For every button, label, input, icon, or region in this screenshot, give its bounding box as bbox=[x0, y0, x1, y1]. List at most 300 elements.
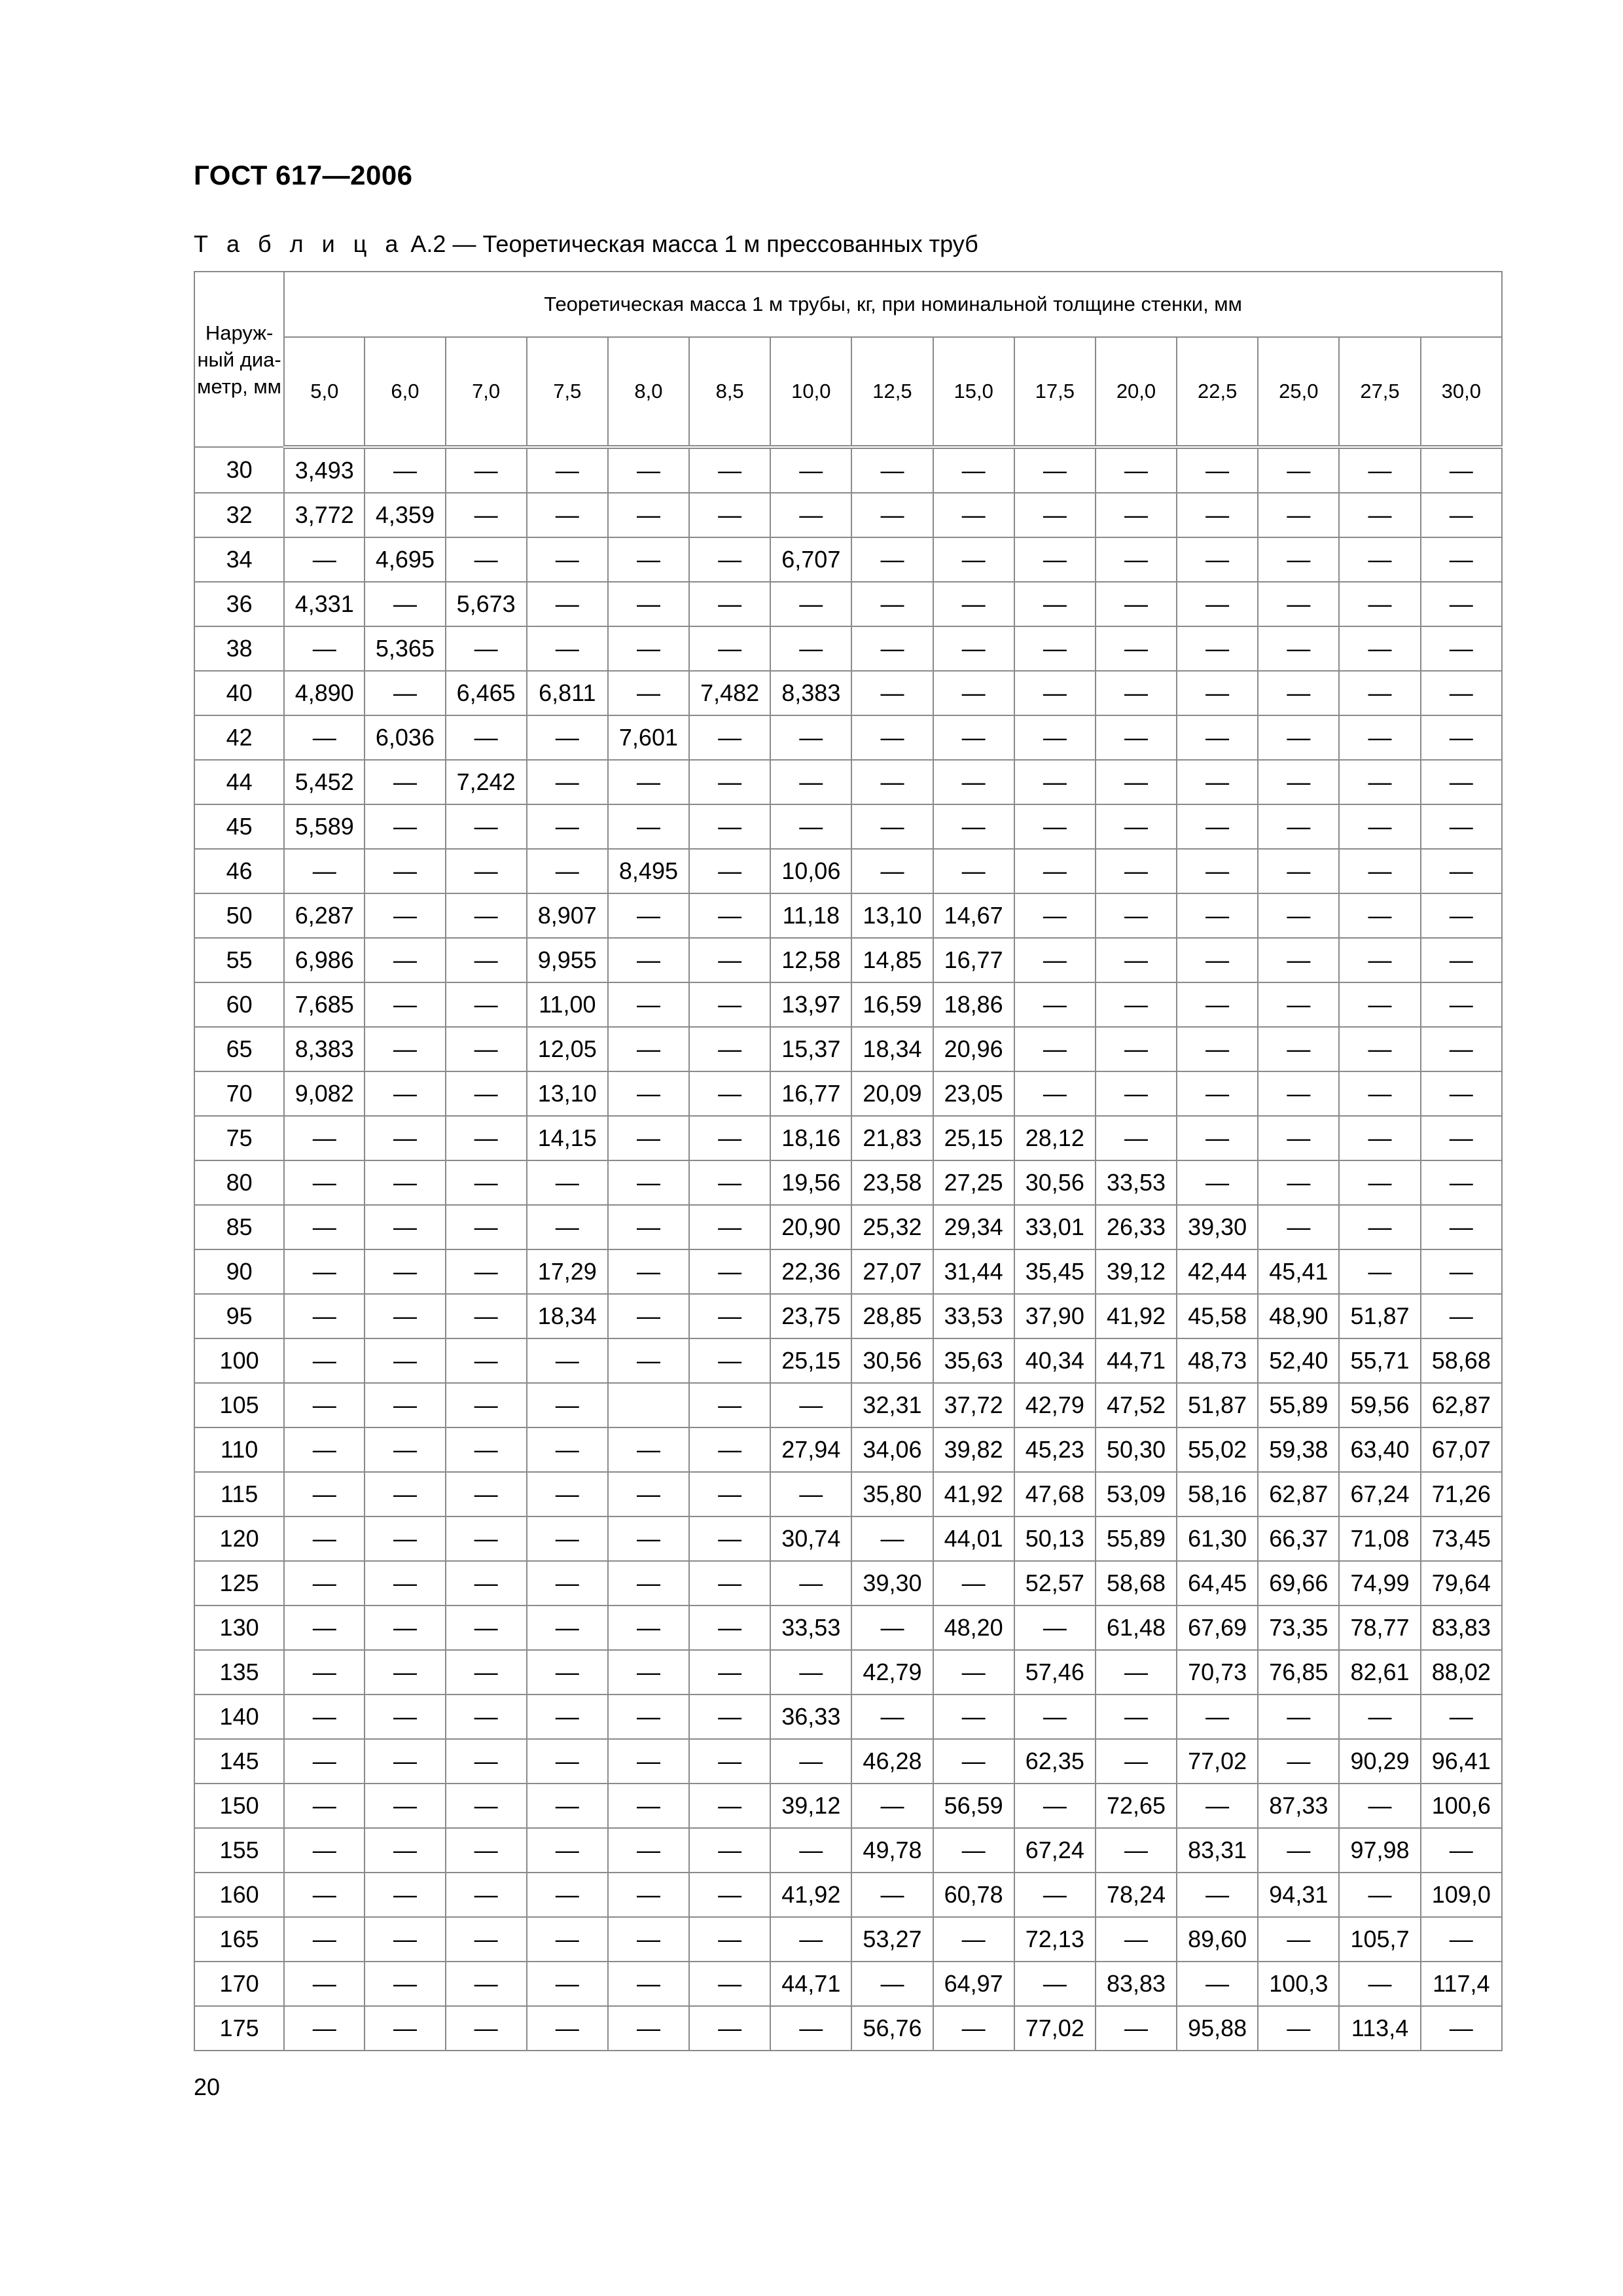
mass-cell: — bbox=[770, 1917, 851, 1962]
mass-cell: — bbox=[608, 1116, 689, 1160]
mass-cell: — bbox=[446, 1561, 527, 1605]
mass-cell: 52,57 bbox=[1014, 1561, 1096, 1605]
mass-cell: — bbox=[1339, 982, 1420, 1027]
mass-cell: — bbox=[1339, 1071, 1420, 1116]
mass-cell: 59,38 bbox=[1258, 1427, 1339, 1472]
mass-cell: 13,97 bbox=[770, 982, 851, 1027]
wall-thickness-header: 8,5 bbox=[689, 337, 770, 447]
outer-diameter-cell: 50 bbox=[194, 893, 284, 938]
mass-cell: — bbox=[1421, 671, 1502, 715]
mass-cell: — bbox=[770, 493, 851, 537]
mass-cell: — bbox=[608, 893, 689, 938]
mass-cell: — bbox=[527, 626, 608, 671]
mass-cell: — bbox=[1177, 760, 1258, 804]
mass-cell: — bbox=[1014, 447, 1096, 493]
mass-cell: — bbox=[933, 849, 1014, 893]
table-row bbox=[194, 1071, 1502, 1116]
mass-cell: — bbox=[446, 982, 527, 1027]
mass-cell: — bbox=[284, 1383, 365, 1427]
mass-cell: — bbox=[770, 1650, 851, 1695]
mass-cell: — bbox=[527, 1338, 608, 1383]
mass-cell: 25,15 bbox=[933, 1116, 1014, 1160]
mass-cell: — bbox=[284, 1695, 365, 1739]
mass-cell: — bbox=[770, 582, 851, 626]
mass-cell: — bbox=[1339, 1695, 1420, 1739]
mass-cell: 67,24 bbox=[1014, 1828, 1096, 1873]
mass-cell: — bbox=[446, 493, 527, 537]
table-row bbox=[194, 938, 1502, 982]
outer-diameter-cell: 155 bbox=[194, 1828, 284, 1873]
mass-cell: 87,33 bbox=[1258, 1784, 1339, 1828]
mass-cell: — bbox=[1421, 1695, 1502, 1739]
outer-diameter-cell: 65 bbox=[194, 1027, 284, 1071]
mass-cell: — bbox=[1258, 760, 1339, 804]
mass-cell: 37,90 bbox=[1014, 1294, 1096, 1338]
mass-cell: — bbox=[527, 1383, 608, 1427]
mass-cell: 12,58 bbox=[770, 938, 851, 982]
mass-cell: 16,77 bbox=[933, 938, 1014, 982]
table-row bbox=[194, 804, 1502, 849]
mass-cell: — bbox=[1258, 804, 1339, 849]
mass-cell: — bbox=[1421, 1027, 1502, 1071]
mass-cell: 7,685 bbox=[284, 982, 365, 1027]
mass-cell: — bbox=[365, 1383, 445, 1427]
outer-diameter-cell: 160 bbox=[194, 1873, 284, 1917]
mass-cell: — bbox=[1014, 1605, 1096, 1650]
mass-cell: — bbox=[1096, 1650, 1177, 1695]
mass-cell: — bbox=[608, 1917, 689, 1962]
mass-cell: 67,07 bbox=[1421, 1427, 1502, 1472]
mass-cell: 82,61 bbox=[1339, 1650, 1420, 1695]
wall-thickness-header: 12,5 bbox=[851, 337, 933, 447]
mass-cell: — bbox=[284, 1427, 365, 1472]
mass-cell: — bbox=[1177, 1784, 1258, 1828]
mass-cell: 55,02 bbox=[1177, 1427, 1258, 1472]
wall-thickness-header: 27,5 bbox=[1339, 337, 1420, 447]
wall-thickness-header: 8,0 bbox=[608, 337, 689, 447]
mass-cell: — bbox=[284, 537, 365, 582]
mass-cell: 100,6 bbox=[1421, 1784, 1502, 1828]
mass-cell: 18,34 bbox=[851, 1027, 933, 1071]
mass-cell: — bbox=[365, 1605, 445, 1650]
mass-cell: — bbox=[1421, 626, 1502, 671]
mass-cell: — bbox=[1258, 1739, 1339, 1784]
mass-cell: — bbox=[1421, 447, 1502, 493]
mass-cell: — bbox=[1421, 849, 1502, 893]
mass-cell: — bbox=[446, 1071, 527, 1116]
mass-cell: — bbox=[689, 1917, 770, 1962]
mass-cell: — bbox=[1014, 1962, 1096, 2006]
mass-cell: 11,18 bbox=[770, 893, 851, 938]
mass-cell: 33,01 bbox=[1014, 1205, 1096, 1249]
mass-cell: 39,30 bbox=[851, 1561, 933, 1605]
mass-cell: 74,99 bbox=[1339, 1561, 1420, 1605]
mass-cell: 41,92 bbox=[1096, 1294, 1177, 1338]
mass-cell: — bbox=[770, 626, 851, 671]
mass-cell: — bbox=[446, 1472, 527, 1516]
mass-cell: — bbox=[689, 1205, 770, 1249]
mass-cell: — bbox=[1421, 1116, 1502, 1160]
mass-cell: — bbox=[1339, 1160, 1420, 1205]
mass-cell: — bbox=[1014, 1873, 1096, 1917]
mass-cell: — bbox=[527, 1695, 608, 1739]
mass-cell: 41,92 bbox=[770, 1873, 851, 1917]
outer-diameter-cell: 100 bbox=[194, 1338, 284, 1383]
mass-cell: — bbox=[608, 1561, 689, 1605]
mass-cell: — bbox=[608, 1160, 689, 1205]
wall-thickness-header: 20,0 bbox=[1096, 337, 1177, 447]
mass-cell: 31,44 bbox=[933, 1249, 1014, 1294]
outer-diameter-cell: 145 bbox=[194, 1739, 284, 1784]
mass-cell: — bbox=[1096, 447, 1177, 493]
mass-cell: 67,24 bbox=[1339, 1472, 1420, 1516]
mass-cell: — bbox=[446, 1160, 527, 1205]
mass-cell: 13,10 bbox=[527, 1071, 608, 1116]
mass-cell: 90,29 bbox=[1339, 1739, 1420, 1784]
mass-cell: — bbox=[527, 1828, 608, 1873]
mass-cell: — bbox=[689, 626, 770, 671]
mass-cell: 4,359 bbox=[365, 493, 445, 537]
mass-cell: — bbox=[933, 2006, 1014, 2051]
table-row bbox=[194, 2006, 1502, 2051]
table-row bbox=[194, 1249, 1502, 1294]
mass-cell: — bbox=[1096, 1739, 1177, 1784]
mass-cell: — bbox=[365, 2006, 445, 2051]
mass-cell: — bbox=[1339, 715, 1420, 760]
mass-cell: — bbox=[689, 1027, 770, 1071]
mass-cell: 19,56 bbox=[770, 1160, 851, 1205]
mass-cell: — bbox=[1096, 715, 1177, 760]
mass-cell: 105,7 bbox=[1339, 1917, 1420, 1962]
mass-cell: — bbox=[1014, 804, 1096, 849]
mass-cell: — bbox=[365, 1205, 445, 1249]
mass-cell: — bbox=[446, 1249, 527, 1294]
mass-cell: 11,00 bbox=[527, 982, 608, 1027]
mass-cell: — bbox=[446, 1873, 527, 1917]
mass-cell: 73,35 bbox=[1258, 1605, 1339, 1650]
mass-cell: 33,53 bbox=[933, 1294, 1014, 1338]
mass-cell: — bbox=[527, 1605, 608, 1650]
mass-cell: — bbox=[446, 626, 527, 671]
mass-cell: — bbox=[1177, 447, 1258, 493]
outer-diameter-cell: 30 bbox=[194, 447, 284, 493]
table-row bbox=[194, 1516, 1502, 1561]
mass-cell: — bbox=[1421, 1249, 1502, 1294]
mass-cell: 47,52 bbox=[1096, 1383, 1177, 1427]
table-row bbox=[194, 1605, 1502, 1650]
table-row bbox=[194, 893, 1502, 938]
mass-cell: — bbox=[1177, 671, 1258, 715]
mass-cell: 49,78 bbox=[851, 1828, 933, 1873]
mass-cell: — bbox=[851, 493, 933, 537]
mass-cell: — bbox=[933, 626, 1014, 671]
mass-cell: — bbox=[527, 1650, 608, 1695]
mass-cell: — bbox=[689, 1650, 770, 1695]
mass-cell: — bbox=[446, 2006, 527, 2051]
mass-cell: — bbox=[608, 1249, 689, 1294]
mass-cell: — bbox=[365, 1472, 445, 1516]
mass-cell: — bbox=[689, 982, 770, 1027]
mass-cell: — bbox=[1339, 1784, 1420, 1828]
outer-diameter-cell: 120 bbox=[194, 1516, 284, 1561]
outer-diameter-cell: 46 bbox=[194, 849, 284, 893]
table-row bbox=[194, 1650, 1502, 1695]
mass-cell: — bbox=[527, 1784, 608, 1828]
mass-cell: — bbox=[851, 1695, 933, 1739]
mass-group-header: Теоретическая масса 1 м трубы, кг, при номинальной толщине стенки, мм bbox=[284, 272, 1502, 337]
mass-cell: — bbox=[770, 760, 851, 804]
mass-cell: — bbox=[689, 1605, 770, 1650]
mass-cell: 39,30 bbox=[1177, 1205, 1258, 1249]
mass-cell: — bbox=[851, 1516, 933, 1561]
mass-cell: 3,493 bbox=[284, 447, 365, 493]
mass-cell: — bbox=[1258, 893, 1339, 938]
mass-cell: 8,495 bbox=[608, 849, 689, 893]
mass-cell: 55,71 bbox=[1339, 1338, 1420, 1383]
mass-cell: — bbox=[365, 1695, 445, 1739]
mass-cell: — bbox=[933, 671, 1014, 715]
mass-cell: — bbox=[284, 1116, 365, 1160]
mass-cell: — bbox=[851, 537, 933, 582]
document-standard-header: ГОСТ 617—2006 bbox=[194, 160, 413, 190]
mass-cell: — bbox=[1339, 1249, 1420, 1294]
table-row bbox=[194, 1873, 1502, 1917]
mass-cell: 39,12 bbox=[1096, 1249, 1177, 1294]
mass-cell: — bbox=[851, 1605, 933, 1650]
table-row bbox=[194, 715, 1502, 760]
mass-cell: — bbox=[446, 1605, 527, 1650]
mass-cell: 14,67 bbox=[933, 893, 1014, 938]
mass-cell: 45,23 bbox=[1014, 1427, 1096, 1472]
mass-cell: 6,465 bbox=[446, 671, 527, 715]
mass-cell: — bbox=[284, 1160, 365, 1205]
mass-cell: — bbox=[689, 893, 770, 938]
mass-cell: — bbox=[851, 1784, 933, 1828]
mass-cell: — bbox=[1258, 1828, 1339, 1873]
mass-cell: — bbox=[284, 1873, 365, 1917]
mass-cell: 56,76 bbox=[851, 2006, 933, 2051]
mass-cell: — bbox=[689, 1427, 770, 1472]
mass-cell: 83,83 bbox=[1096, 1962, 1177, 2006]
mass-cell: — bbox=[1339, 760, 1420, 804]
mass-cell: 20,96 bbox=[933, 1027, 1014, 1071]
mass-cell: 5,589 bbox=[284, 804, 365, 849]
mass-cell: 50,13 bbox=[1014, 1516, 1096, 1561]
mass-cell: 22,36 bbox=[770, 1249, 851, 1294]
mass-cell: 35,45 bbox=[1014, 1249, 1096, 1294]
mass-cell: — bbox=[365, 1873, 445, 1917]
mass-cell: 23,75 bbox=[770, 1294, 851, 1338]
mass-cell: — bbox=[608, 1294, 689, 1338]
outer-diameter-cell: 150 bbox=[194, 1784, 284, 1828]
mass-cell: — bbox=[608, 2006, 689, 2051]
mass-cell: — bbox=[1096, 582, 1177, 626]
mass-cell: — bbox=[1258, 537, 1339, 582]
outer-diameter-cell: 45 bbox=[194, 804, 284, 849]
mass-cell: — bbox=[284, 1739, 365, 1784]
mass-cell: — bbox=[365, 760, 445, 804]
mass-cell: — bbox=[608, 982, 689, 1027]
mass-cell: — bbox=[1014, 893, 1096, 938]
mass-cell: — bbox=[446, 447, 527, 493]
mass-cell: — bbox=[446, 1205, 527, 1249]
mass-cell: — bbox=[1421, 582, 1502, 626]
mass-cell: — bbox=[446, 1650, 527, 1695]
mass-cell: — bbox=[1258, 1917, 1339, 1962]
mass-cell: — bbox=[1258, 1695, 1339, 1739]
mass-cell: — bbox=[1421, 493, 1502, 537]
table-row bbox=[194, 1784, 1502, 1828]
mass-cell: — bbox=[689, 804, 770, 849]
mass-cell: — bbox=[851, 447, 933, 493]
mass-cell: — bbox=[608, 1516, 689, 1561]
mass-cell: 15,37 bbox=[770, 1027, 851, 1071]
mass-cell: — bbox=[446, 1828, 527, 1873]
mass-cell: 5,365 bbox=[365, 626, 445, 671]
mass-cell: 58,16 bbox=[1177, 1472, 1258, 1516]
outer-diameter-cell: 170 bbox=[194, 1962, 284, 2006]
mass-cell: — bbox=[527, 1873, 608, 1917]
mass-cell: — bbox=[770, 1828, 851, 1873]
mass-cell: 79,64 bbox=[1421, 1561, 1502, 1605]
mass-cell: — bbox=[1421, 938, 1502, 982]
mass-cell: 48,20 bbox=[933, 1605, 1014, 1650]
mass-cell: — bbox=[608, 804, 689, 849]
mass-cell: — bbox=[527, 849, 608, 893]
mass-cell: 27,25 bbox=[933, 1160, 1014, 1205]
mass-cell: — bbox=[933, 1828, 1014, 1873]
outer-diameter-cell: 110 bbox=[194, 1427, 284, 1472]
mass-cell: — bbox=[1014, 1784, 1096, 1828]
table-caption-title: А.2 — Теоретическая масса 1 м прессованных труб bbox=[404, 230, 978, 257]
mass-cell: — bbox=[365, 1739, 445, 1784]
outer-diameter-cell: 34 bbox=[194, 537, 284, 582]
table-row bbox=[194, 537, 1502, 582]
mass-cell: — bbox=[365, 849, 445, 893]
mass-cell: — bbox=[933, 582, 1014, 626]
mass-cell: — bbox=[1421, 982, 1502, 1027]
mass-cell: — bbox=[1421, 2006, 1502, 2051]
mass-cell: — bbox=[689, 582, 770, 626]
mass-cell: — bbox=[608, 626, 689, 671]
mass-cell: — bbox=[446, 537, 527, 582]
mass-cell: — bbox=[365, 1294, 445, 1338]
mass-cell: — bbox=[446, 1294, 527, 1338]
mass-cell: — bbox=[933, 447, 1014, 493]
mass-cell: — bbox=[1339, 938, 1420, 982]
mass-cell: — bbox=[1339, 1027, 1420, 1071]
mass-cell: — bbox=[689, 1383, 770, 1427]
mass-cell: 6,707 bbox=[770, 537, 851, 582]
mass-cell: — bbox=[1258, 447, 1339, 493]
outer-diameter-cell: 130 bbox=[194, 1605, 284, 1650]
mass-cell: — bbox=[1096, 893, 1177, 938]
mass-cell: 16,77 bbox=[770, 1071, 851, 1116]
mass-cell: — bbox=[689, 1739, 770, 1784]
mass-cell: 25,15 bbox=[770, 1338, 851, 1383]
mass-cell: — bbox=[1096, 671, 1177, 715]
mass-cell: — bbox=[284, 1516, 365, 1561]
mass-cell: — bbox=[446, 1116, 527, 1160]
outer-diameter-header: Наруж-ный диа-метр, мм bbox=[194, 272, 284, 447]
mass-cell: 58,68 bbox=[1096, 1561, 1177, 1605]
table-row bbox=[194, 1695, 1502, 1739]
mass-cell: 4,331 bbox=[284, 582, 365, 626]
mass-cell: — bbox=[608, 1205, 689, 1249]
mass-cell: — bbox=[608, 671, 689, 715]
mass-cell: — bbox=[608, 1695, 689, 1739]
mass-cell: — bbox=[527, 1427, 608, 1472]
mass-cell: 6,986 bbox=[284, 938, 365, 982]
table-row bbox=[194, 447, 1502, 493]
mass-cell: — bbox=[608, 447, 689, 493]
mass-cell: — bbox=[689, 1873, 770, 1917]
mass-cell: — bbox=[851, 626, 933, 671]
mass-cell: — bbox=[689, 447, 770, 493]
mass-cell: — bbox=[527, 1472, 608, 1516]
mass-cell: — bbox=[1096, 849, 1177, 893]
mass-cell: — bbox=[1177, 1160, 1258, 1205]
mass-cell: — bbox=[689, 537, 770, 582]
mass-cell: 83,83 bbox=[1421, 1605, 1502, 1650]
mass-cell: — bbox=[365, 1160, 445, 1205]
mass-cell: 62,87 bbox=[1258, 1472, 1339, 1516]
mass-cell: — bbox=[689, 1160, 770, 1205]
mass-cell: — bbox=[689, 715, 770, 760]
mass-cell: 61,48 bbox=[1096, 1605, 1177, 1650]
mass-cell: — bbox=[608, 938, 689, 982]
mass-cell: 6,287 bbox=[284, 893, 365, 938]
mass-cell: — bbox=[365, 447, 445, 493]
mass-cell: — bbox=[851, 1962, 933, 2006]
mass-cell: — bbox=[608, 1605, 689, 1650]
mass-cell: 96,41 bbox=[1421, 1739, 1502, 1784]
mass-cell: — bbox=[446, 1516, 527, 1561]
mass-cell: — bbox=[527, 1160, 608, 1205]
mass-cell: — bbox=[770, 2006, 851, 2051]
table-caption-label: Т а б л и ц а bbox=[194, 230, 404, 257]
mass-cell: — bbox=[365, 671, 445, 715]
mass-cell: 55,89 bbox=[1096, 1516, 1177, 1561]
mass-cell: — bbox=[1014, 760, 1096, 804]
mass-cell: 47,68 bbox=[1014, 1472, 1096, 1516]
mass-cell: — bbox=[851, 582, 933, 626]
mass-cell: — bbox=[851, 1873, 933, 1917]
wall-thickness-header: 10,0 bbox=[770, 337, 851, 447]
mass-cell: 62,35 bbox=[1014, 1739, 1096, 1784]
wall-thickness-header: 30,0 bbox=[1421, 337, 1502, 447]
mass-cell: — bbox=[1177, 893, 1258, 938]
outer-diameter-cell: 40 bbox=[194, 671, 284, 715]
table-row bbox=[194, 1472, 1502, 1516]
mass-cell: — bbox=[1014, 671, 1096, 715]
mass-cell: 48,73 bbox=[1177, 1338, 1258, 1383]
table-row bbox=[194, 493, 1502, 537]
mass-cell: — bbox=[527, 804, 608, 849]
mass-cell: 39,82 bbox=[933, 1427, 1014, 1472]
mass-cell: 64,45 bbox=[1177, 1561, 1258, 1605]
mass-cell: — bbox=[446, 804, 527, 849]
mass-cell: — bbox=[608, 1828, 689, 1873]
mass-cell: — bbox=[689, 1116, 770, 1160]
mass-cell: 72,65 bbox=[1096, 1784, 1177, 1828]
mass-cell: — bbox=[851, 715, 933, 760]
wall-thickness-header-row bbox=[194, 337, 1502, 447]
mass-cell: — bbox=[365, 1962, 445, 2006]
mass-cell: 41,92 bbox=[933, 1472, 1014, 1516]
mass-cell: — bbox=[527, 582, 608, 626]
mass-cell: — bbox=[1339, 1962, 1420, 2006]
